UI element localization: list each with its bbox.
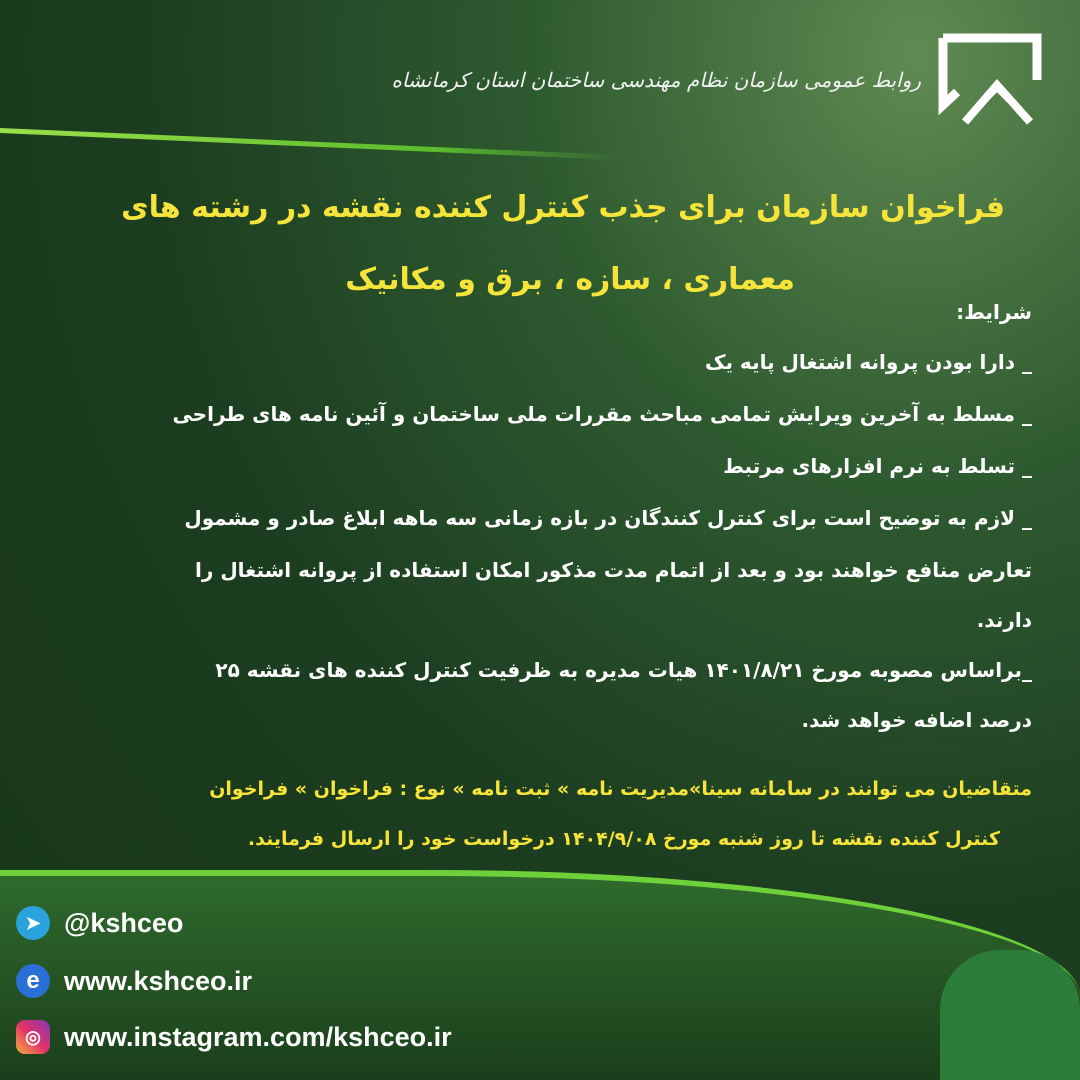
instagram-contact[interactable]	[16, 1020, 452, 1054]
telegram-contact[interactable]	[16, 906, 183, 940]
title-line-1: فراخوان سازمان برای جذب کنترل کننده نقشه در رشته های	[121, 190, 1005, 225]
condition-line: _براساس مصوبه مورخ ۱۴۰۱/۸/۲۱ هیات مدیره به ظرفیت کنترل کننده های نقشه ۲۵	[215, 658, 1032, 682]
condition-line: تعارض منافع خواهند بود و بعد از اتمام مدت مذکور امکان استفاده از پروانه اشتغال را	[194, 558, 1032, 582]
header	[391, 30, 1045, 130]
cta-line-2: کنترل کننده نقشه تا روز شنبه مورخ ۱۴۰۴/۹/۰۸ درخواست خود را ارسال فرمایند.	[247, 828, 1000, 850]
condition-line: درصد اضافه خواهد شد.	[801, 708, 1032, 732]
website-contact[interactable]	[16, 964, 252, 998]
telegram-handle[interactable]: @kshceo	[64, 907, 184, 938]
decorative-shape	[940, 950, 1080, 1080]
organization-logo-icon	[935, 30, 1045, 130]
website-link[interactable]: www.kshceo.ir	[64, 965, 253, 996]
cta-line-1: متقاضیان می توانند در سامانه سینا»مدیریت نامه » ثبت نامه » نوع : فراخوان » فراخوان	[209, 778, 1032, 800]
browser-icon: e	[16, 964, 50, 998]
title-line-2: معماری ، سازه ، برق و مکانیک	[345, 262, 795, 297]
condition-line: دارند.	[976, 608, 1032, 632]
telegram-icon: ➤	[16, 906, 50, 940]
instagram-icon: ◎	[16, 1020, 50, 1054]
condition-line: _ مسلط به آخرین ویرایش تمامی مباحث مقررات ملی ساختمان و آئین نامه های طراحی	[172, 402, 1032, 426]
condition-line: _ تسلط به نرم افزارهای مرتبط	[723, 454, 1032, 478]
decorative-line	[0, 128, 620, 160]
conditions-heading: شرایط:	[956, 300, 1032, 324]
condition-line: _ دارا بودن پروانه اشتغال پایه یک	[704, 350, 1032, 374]
organization-name: روابط عمومی سازمان نظام مهندسی ساختمان استان کرمانشاه	[391, 68, 921, 92]
condition-line: _ لازم به توضیح است برای کنترل کنندگان در بازه زمانی سه ماهه ابلاغ صادر و مشمول	[184, 506, 1032, 530]
instagram-link[interactable]: www.instagram.com/kshceo.ir	[64, 1021, 452, 1052]
